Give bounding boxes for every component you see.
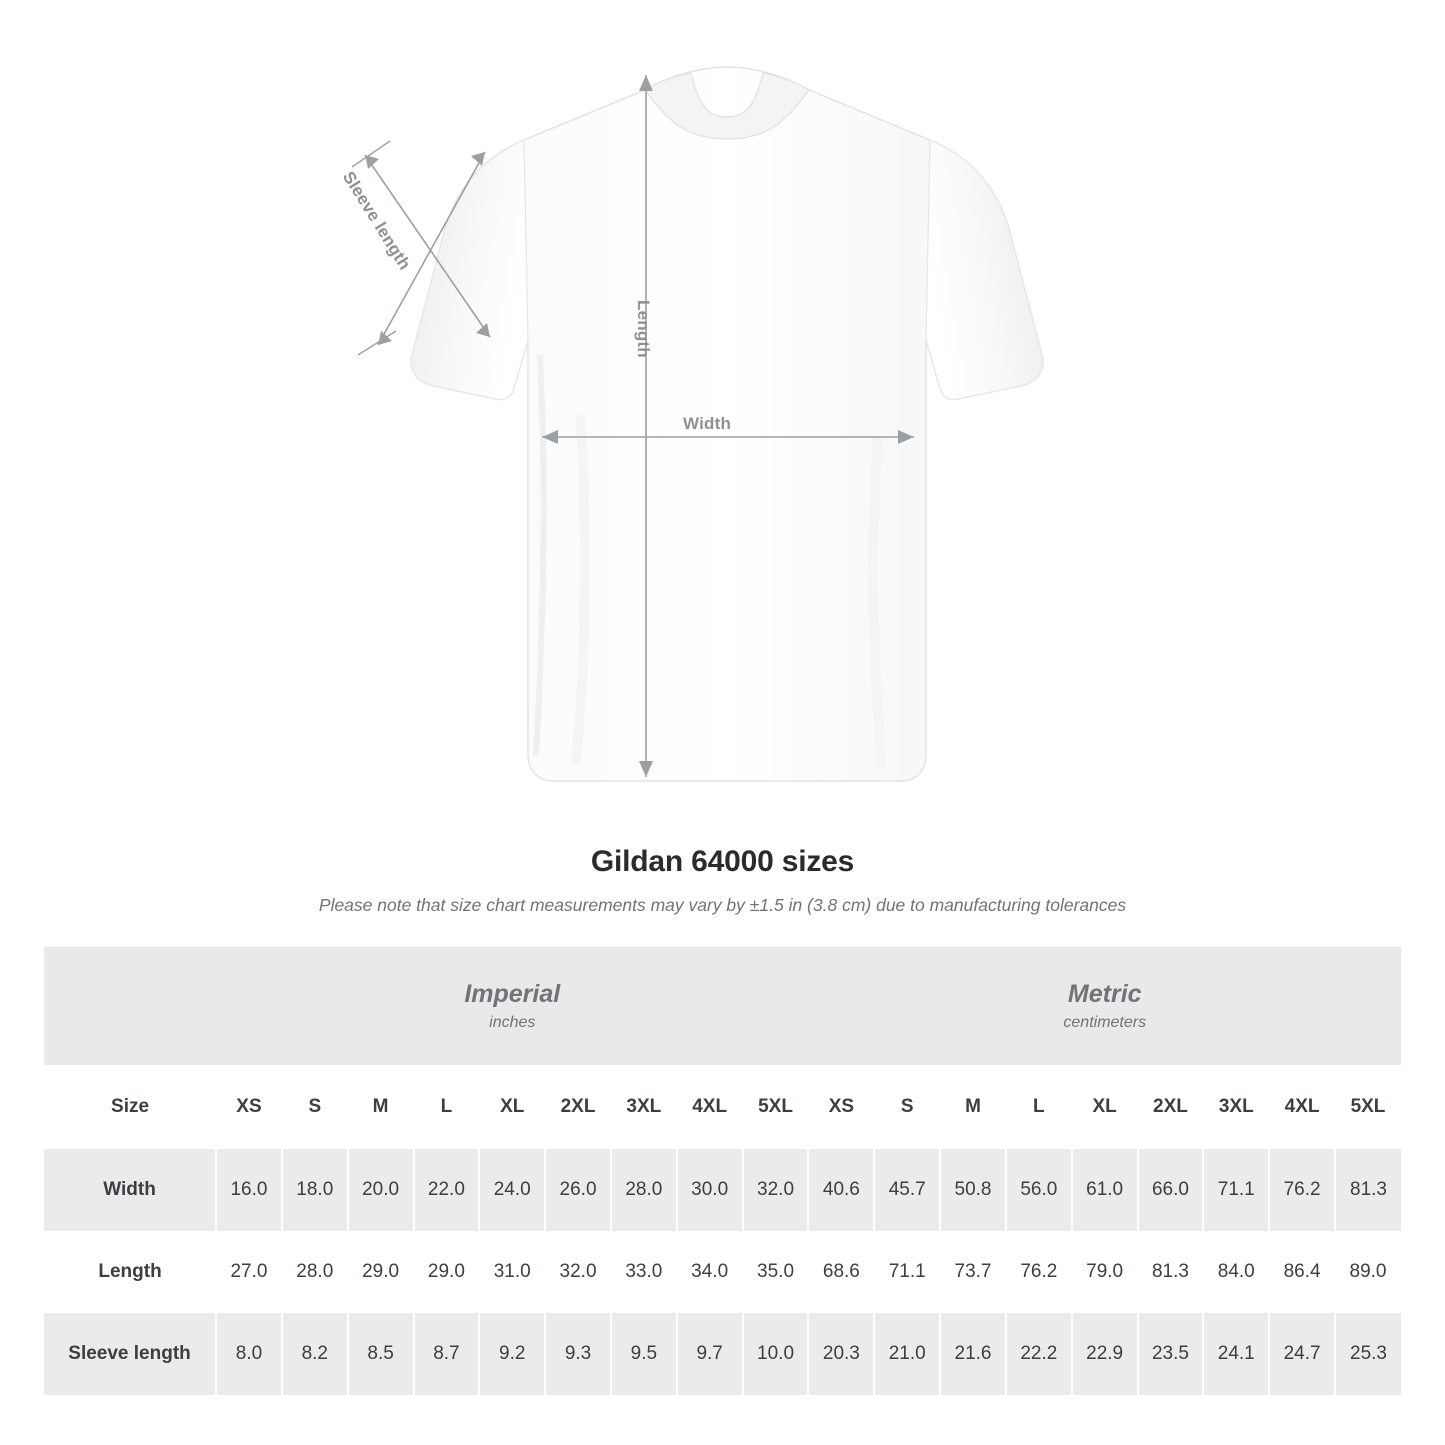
size-header-imperial-s: S	[282, 1065, 348, 1149]
table-corner-cell	[44, 947, 216, 1065]
cell-sleeve-metric-l: 22.2	[1006, 1313, 1072, 1395]
cell-sleeve-metric-xl: 22.9	[1072, 1313, 1138, 1395]
cell-sleeve-imperial-m: 8.5	[348, 1313, 414, 1395]
size-header-metric-xs: XS	[808, 1065, 874, 1149]
table-row	[44, 1313, 1401, 1395]
size-header-metric-4xl: 4XL	[1269, 1065, 1335, 1149]
size-header-imperial-2xl: 2XL	[545, 1065, 611, 1149]
cell-sleeve-imperial-5xl: 10.0	[743, 1313, 809, 1395]
cell-length-imperial-l: 29.0	[414, 1231, 480, 1313]
cell-length-metric-s: 71.1	[874, 1231, 940, 1313]
size-header-imperial-m: M	[348, 1065, 414, 1149]
table-row	[44, 1231, 1401, 1313]
size-header-metric-xl: XL	[1072, 1065, 1138, 1149]
cell-length-metric-m: 73.7	[940, 1231, 1006, 1313]
cell-width-imperial-2xl: 26.0	[545, 1149, 611, 1231]
row-label-sleeve-length: Sleeve length	[44, 1313, 216, 1395]
cell-width-metric-s: 45.7	[874, 1149, 940, 1231]
size-header-metric-m: M	[940, 1065, 1006, 1149]
size-header-label: Size	[44, 1065, 216, 1149]
table-row	[44, 1149, 1401, 1231]
cell-sleeve-imperial-s: 8.2	[282, 1313, 348, 1395]
size-header-imperial-xl: XL	[479, 1065, 545, 1149]
title-block	[0, 845, 1445, 916]
cell-sleeve-imperial-2xl: 9.3	[545, 1313, 611, 1395]
length-dimension-label: Length	[634, 300, 653, 358]
cell-width-metric-xl: 61.0	[1072, 1149, 1138, 1231]
cell-sleeve-metric-xs: 20.3	[808, 1313, 874, 1395]
size-header-imperial-3xl: 3XL	[611, 1065, 677, 1149]
imperial-unit-header	[216, 947, 808, 1065]
metric-unit-header	[808, 947, 1401, 1065]
cell-length-metric-4xl: 86.4	[1269, 1231, 1335, 1313]
cell-width-metric-m: 50.8	[940, 1149, 1006, 1231]
cell-width-metric-2xl: 66.0	[1138, 1149, 1204, 1231]
size-header-metric-3xl: 3XL	[1203, 1065, 1269, 1149]
size-header-imperial-xs: XS	[216, 1065, 282, 1149]
cell-length-metric-5xl: 89.0	[1335, 1231, 1401, 1313]
cell-length-imperial-5xl: 35.0	[743, 1231, 809, 1313]
cell-width-imperial-s: 18.0	[282, 1149, 348, 1231]
size-header-imperial-5xl: 5XL	[743, 1065, 809, 1149]
size-header-metric-s: S	[874, 1065, 940, 1149]
cell-sleeve-imperial-3xl: 9.5	[611, 1313, 677, 1395]
cell-width-imperial-4xl: 30.0	[677, 1149, 743, 1231]
imperial-unit-sub: inches	[489, 1013, 536, 1031]
cell-width-imperial-xs: 16.0	[216, 1149, 282, 1231]
cell-sleeve-imperial-l: 8.7	[414, 1313, 480, 1395]
cell-length-imperial-3xl: 33.0	[611, 1231, 677, 1313]
cell-length-imperial-4xl: 34.0	[677, 1231, 743, 1313]
size-header-metric-2xl: 2XL	[1138, 1065, 1204, 1149]
size-chart-table	[44, 947, 1401, 1395]
cell-width-imperial-l: 22.0	[414, 1149, 480, 1231]
cell-length-metric-xs: 68.6	[808, 1231, 874, 1313]
tshirt-icon	[330, 55, 1120, 815]
cell-length-metric-3xl: 84.0	[1203, 1231, 1269, 1313]
cell-sleeve-metric-3xl: 24.1	[1203, 1313, 1269, 1395]
imperial-unit-name: Imperial	[464, 980, 561, 1009]
cell-sleeve-metric-2xl: 23.5	[1138, 1313, 1204, 1395]
cell-length-imperial-2xl: 32.0	[545, 1231, 611, 1313]
cell-length-metric-2xl: 81.3	[1138, 1231, 1204, 1313]
size-header-imperial-4xl: 4XL	[677, 1065, 743, 1149]
size-header-metric-5xl: 5XL	[1335, 1065, 1401, 1149]
cell-length-metric-l: 76.2	[1006, 1231, 1072, 1313]
metric-unit-name: Metric	[1067, 980, 1142, 1009]
size-table-container	[44, 947, 1401, 1395]
cell-sleeve-imperial-xs: 8.0	[216, 1313, 282, 1395]
cell-width-metric-3xl: 71.1	[1203, 1149, 1269, 1231]
cell-width-metric-4xl: 76.2	[1269, 1149, 1335, 1231]
cell-sleeve-metric-s: 21.0	[874, 1313, 940, 1395]
size-header-metric-l: L	[1006, 1065, 1072, 1149]
cell-width-imperial-xl: 24.0	[479, 1149, 545, 1231]
cell-width-metric-xs: 40.6	[808, 1149, 874, 1231]
size-header-row	[44, 1065, 1401, 1149]
cell-width-metric-5xl: 81.3	[1335, 1149, 1401, 1231]
unit-header-row	[44, 947, 1401, 1065]
cell-sleeve-metric-4xl: 24.7	[1269, 1313, 1335, 1395]
cell-length-imperial-s: 28.0	[282, 1231, 348, 1313]
cell-length-metric-xl: 79.0	[1072, 1231, 1138, 1313]
cell-width-metric-l: 56.0	[1006, 1149, 1072, 1231]
cell-sleeve-imperial-xl: 9.2	[479, 1313, 545, 1395]
cell-sleeve-metric-m: 21.6	[940, 1313, 1006, 1395]
width-dimension-label: Width	[683, 414, 732, 433]
tolerance-note: Please note that size chart measurements may vary by ±1.5 in (3.8 cm) due to manufacturing tolerances	[318, 895, 1127, 915]
cell-length-imperial-m: 29.0	[348, 1231, 414, 1313]
metric-unit-sub: centimeters	[1063, 1013, 1147, 1031]
sleeve-length-dimension-label: Sleeve length	[338, 168, 415, 274]
page-title: Gildan 64000 sizes	[590, 845, 855, 878]
cell-length-imperial-xl: 31.0	[479, 1231, 545, 1313]
row-label-width: Width	[44, 1149, 216, 1231]
row-label-length: Length	[44, 1231, 216, 1313]
cell-width-imperial-3xl: 28.0	[611, 1149, 677, 1231]
cell-width-imperial-5xl: 32.0	[743, 1149, 809, 1231]
cell-sleeve-metric-5xl: 25.3	[1335, 1313, 1401, 1395]
cell-sleeve-imperial-4xl: 9.7	[677, 1313, 743, 1395]
size-header-imperial-l: L	[414, 1065, 480, 1149]
cell-width-imperial-m: 20.0	[348, 1149, 414, 1231]
cell-length-imperial-xs: 27.0	[216, 1231, 282, 1313]
